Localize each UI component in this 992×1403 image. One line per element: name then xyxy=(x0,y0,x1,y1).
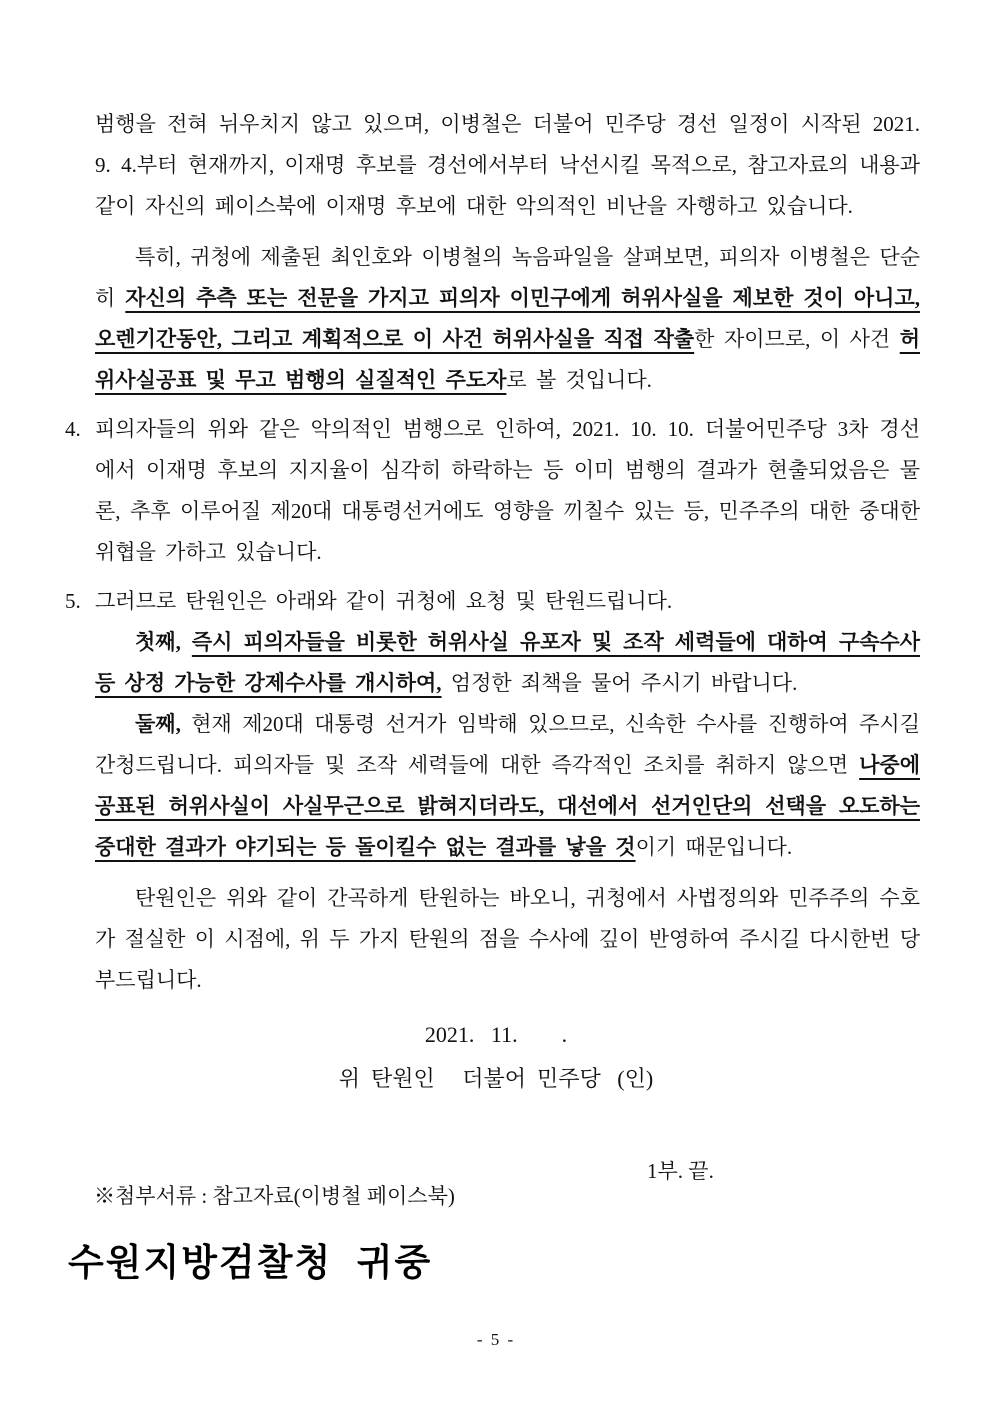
text-segment: 현재 제20대 대통령 선거가 임박해 있으므로, 신속한 수사를 진행하여 주시길 간청드립니다. 피의자들 및 조작 세력들에 대한 즉각적인 조치를 취하지 않으면 xyxy=(95,712,921,777)
text-segment: 엄정한 죄책을 물어 주시기 바랍니다. xyxy=(441,671,798,695)
text-segment: 오렌기간동안, 그리고 계획적으로 이 사건 허위사실을 직접 작출 xyxy=(95,327,695,351)
paragraph-p2 xyxy=(95,237,920,401)
text-segment: 허위사실공표 및 무고 범행의 실질적인 주도자 xyxy=(95,327,920,392)
paragraph-item-4 xyxy=(65,409,920,573)
date-line: 2021. 11. . xyxy=(424,1022,568,1047)
text-segment: 즉시 피의자들을 비롯한 허위사실 유포자 및 조작 세력들에 대하여 구속수사 등 상정 가능한 강제수사를 개시하여, xyxy=(95,630,920,695)
text-segment: 둘째, xyxy=(135,712,192,736)
text-segment: 그러므로 탄원인은 아래와 같이 귀청에 요청 및 탄원드립니다. xyxy=(95,589,673,613)
attachment-copies: 1부. 끝. xyxy=(647,1159,714,1183)
list-number: 4. xyxy=(65,417,81,441)
text-segment: 특히, 귀청에 제출된 최인호와 이병철의 녹음파일을 살펴보면, 피의자 이병철은 단순히 xyxy=(95,245,920,310)
paragraph-item-5 xyxy=(65,581,920,622)
recipient-title: 수원지방검찰청 귀중 xyxy=(68,1242,433,1283)
paragraph-closing xyxy=(95,878,920,1001)
text-segment: 나중에 공표된 허위사실이 사실무근으로 밝혀지더라도, 대선에서 선거인단의 선택을 오도하는 중대한 결과가 야기되는 등 돌이킬수 없는 결과를 낳을 것 xyxy=(95,753,920,859)
text-segment: 탄원인은 위와 같이 간곡하게 탄원하는 바오니, 귀청에서 사법정의와 민주주의 수호가 절실한 이 시점에, 위 두 가지 탄원의 점을 수사에 깊이 반영하여 주시길 다시한번 당부드립니다. xyxy=(95,886,920,992)
text-segment: 이기 때문입니다. xyxy=(635,835,793,859)
signature-line: 위 탄원인 더불어 민주당 (인) xyxy=(338,1066,654,1091)
text-segment: 로 볼 것입니다. xyxy=(506,368,652,392)
attachment-label: ※첨부서류 : 참고자료(이병철 페이스북) xyxy=(94,1184,455,1208)
text-segment: 한 자이므로, 이 사건 xyxy=(694,327,900,351)
text-segment: 범행을 전혀 뉘우치지 않고 있으며, 이병철은 더불어 민주당 경선 일정이 시작된 2021. 9. 4.부터 현재까지, 이재명 후보를 경선에서부터 낙선시킬 목적으로, 참고자료의 내용과 같이 자신의 페이스북에 이재명 후보에 대한 악의적인 비난을 자행하고 있습니다. xyxy=(95,112,920,218)
text-segment: 첫째, xyxy=(135,630,192,654)
document-body xyxy=(65,104,921,1001)
text-segment: 피의자들의 위와 같은 악의적인 범행으로 인하여, 2021. 10. 10. 더불어민주당 3차 경선에서 이재명 후보의 지지율이 심각히 하락하는 등 이미 범행의 결과가 현출되었음은 물론, 추후 이루어질 제20대 대통령선거에도 영향을 끼칠수 있는 등, 민주주의 대한 중대한 위협을 가하고 있습니다. xyxy=(95,417,920,564)
page-number: - 5 - xyxy=(476,1330,516,1349)
paragraph-p1 xyxy=(95,104,920,227)
paragraph-request-first xyxy=(95,622,920,704)
list-number: 5. xyxy=(65,589,81,613)
text-segment: 자신의 추측 또는 전문을 가지고 피의자 이민구에게 허위사실을 제보한 것이 아니고, xyxy=(125,286,920,310)
paragraph-request-second xyxy=(95,704,920,868)
